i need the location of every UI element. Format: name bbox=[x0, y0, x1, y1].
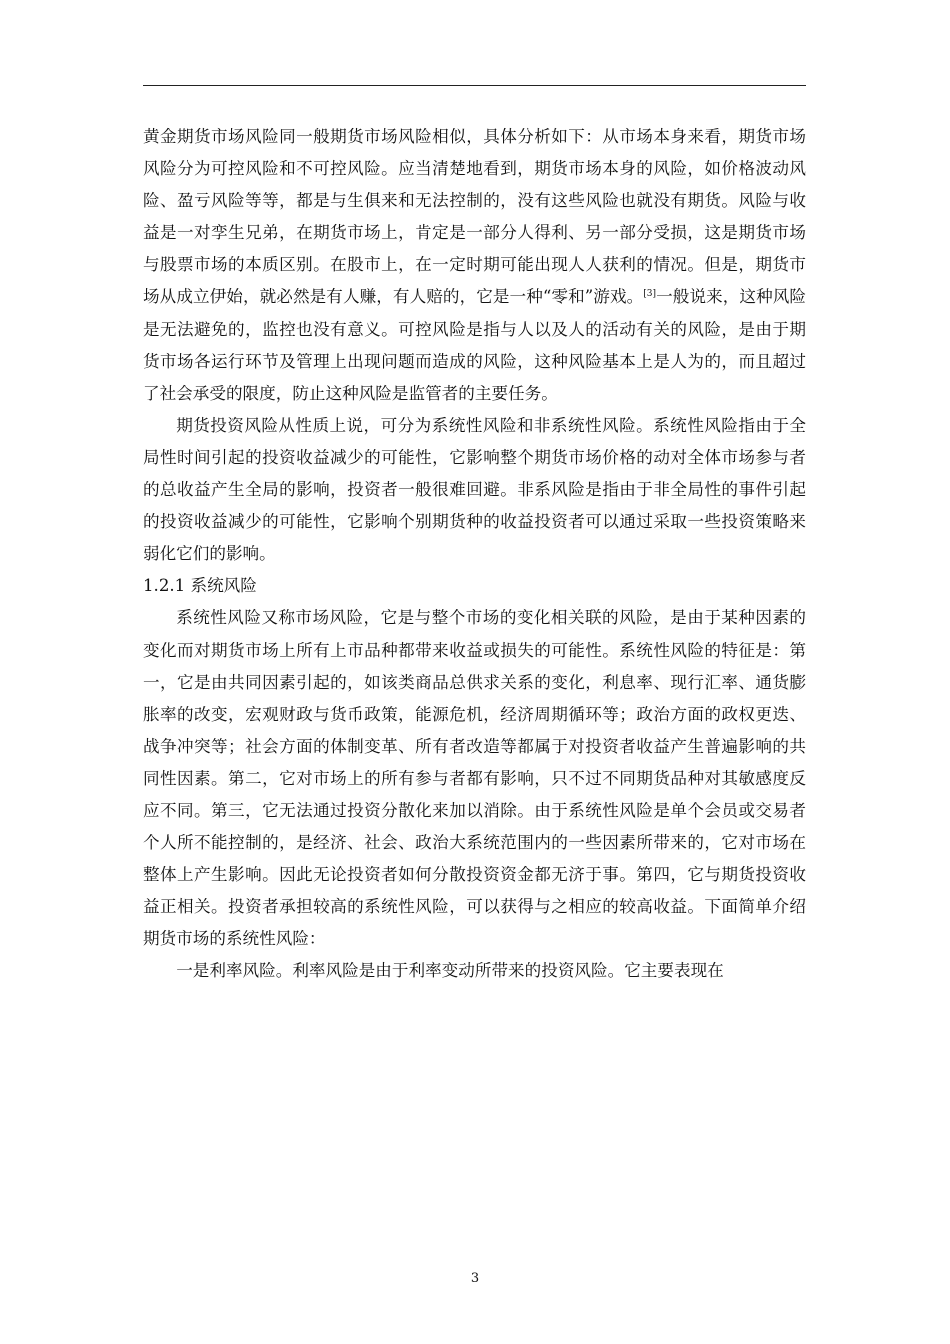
section-heading: 1.2.1 系统风险 bbox=[143, 576, 257, 596]
header-rule bbox=[143, 85, 806, 86]
citation-ref[interactable]: [3] bbox=[643, 289, 657, 300]
paragraph-interest-rate-risk: 一是利率风险。利率风险是由于利率变动所带来的投资风险。它主要表现在 bbox=[176, 961, 724, 981]
document-body bbox=[143, 121, 806, 988]
paragraph-text: 黄金期货市场风险同一般期货市场风险相似，具体分析如下：从市场本身来看，期货市场风险分为可控风险和不可控风险。应当清楚地看到，期货市场本身的风险，如价格波动风险、盈亏风险等等，都是与生俱来和无法控制的，没有这些风险也就没有期货。风险与收益是一对孪生兄弟，在期货市场上，肯定是一部分人得利、另一部分受损，这是期货市场与股票市场的本质区别。在股市上，在一定时期可能出现人人获利的情况。但是，期货市场从成立伊始，就必然是有人赚，有人赔的，它是一种“零和”游戏。 bbox=[143, 127, 806, 307]
paragraph-systematic-risk: 系统性风险又称市场风险，它是与整个市场的变化相关联的风险，是由于某种因素的变化而对期货市场上所有上市品种都带来收益或损失的可能性。系统性风险的特征是：第一，它是由共同因素引起的，如该类商品总供求关系的变化，利息率、现行汇率、通货膨胀率的改变，宏观财政与货币政策，能源危机，经济周期循环等；政治方面的政权更迭、战争冲突等；社会方面的体制变革、所有者改造等都属于对投资者收益产生普遍影响的共同性因素。第二，它对市场上的所有参与者都有影响，只不过不同期货品种对其敏感度反应不同。第三，它无法通过投资分散化来加以消除。由于系统性风险是单个会员或交易者个人所不能控制的，是经济、社会、政治大系统范围内的一些因素所带来的，它对市场在整体上产生影响。因此无论投资者如何分散投资资金都无济于事。第四，它与期货投资收益正相关。投资者承担较高的系统性风险，可以获得与之相应的较高收益。下面简单介绍期货市场的系统性风险： bbox=[143, 608, 806, 949]
paragraph-market-risk bbox=[143, 121, 806, 410]
paragraph-risk-nature: 期货投资风险从性质上说，可分为系统性风险和非系统性风险。系统性风险指由于全局性时间引起的投资收益减少的可能性，它影响整个期货市场价格的动对全体市场参与者的总收益产生全局的影响，投资者一般很难回避。非系风险是指由于非全局性的事件引起的投资收益减少的可能性，它影响个别期货种的收益投资者可以通过采取一些投资策略来弱化它们的影响。 bbox=[143, 415, 806, 564]
page-number: 3 bbox=[470, 1271, 480, 1286]
paragraph-text: 一般说来，这种风险是无法避免的，监控也没有意义。可控风险是指与人以及人的活动有关的风险，是由于期货市场各运行环节及管理上出现问题而造成的风险，这种风险基本上是人为的，而且超过了社会承受的限度，防止这种风险是监管者的主要任务。 bbox=[143, 287, 807, 403]
